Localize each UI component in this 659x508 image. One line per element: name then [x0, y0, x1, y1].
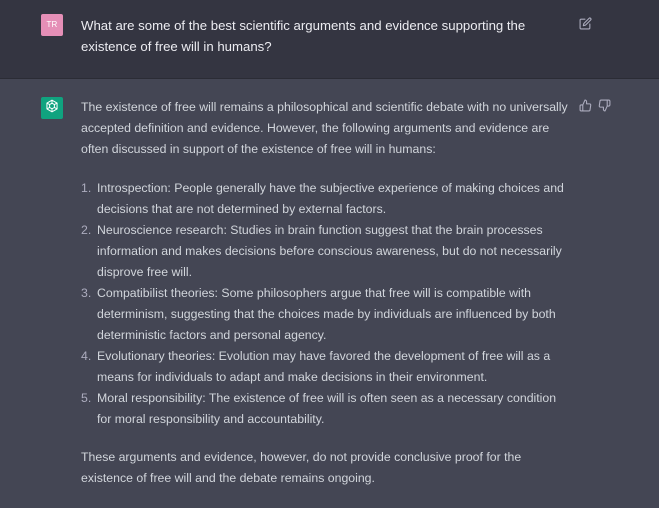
list-item	[81, 388, 571, 430]
openai-logo-icon	[44, 98, 60, 119]
answer-list	[81, 178, 571, 430]
assistant-message-text	[81, 97, 571, 489]
list-number: 1.	[81, 181, 92, 195]
list-number: 3.	[81, 286, 92, 300]
list-text: Introspection: People generally have the subjective experience of making choices and decisions that are not determined by external factors.	[97, 181, 564, 216]
list-item	[81, 178, 571, 220]
assistant-message-row	[0, 79, 659, 508]
thumbs-up-icon[interactable]	[579, 99, 592, 112]
user-avatar: TR	[41, 14, 63, 36]
list-text: Evolutionary theories: Evolution may have favored the development of free will as a means for individuals to adapt and make decisions in their environment.	[97, 349, 551, 384]
feedback-buttons	[579, 99, 611, 112]
user-message-text: What are some of the best scientific arguments and evidence supporting the existence of free will in humans?	[81, 18, 526, 54]
list-number: 5.	[81, 391, 92, 405]
list-text: Moral responsibility: The existence of free will is often seen as a necessary condition for moral responsibility and accountability.	[97, 391, 557, 426]
list-number: 4.	[81, 349, 92, 363]
answer-conclusion: These arguments and evidence, however, do not provide conclusive proof for the existence of free will and the debate remains ongoing.	[81, 450, 522, 485]
list-text: Neuroscience research: Studies in brain function suggest that the brain processes information and makes decisions before conscious awareness, but do not necessarily disprove free will.	[97, 223, 562, 279]
assistant-avatar	[41, 97, 63, 119]
list-text: Compatibilist theories: Some philosophers argue that free will is compatible with determinism, suggesting that the choices made by individuals are influenced by both deterministic factors and personal agency.	[97, 286, 556, 342]
answer-intro: The existence of free will remains a philosophical and scientific debate with no universally accepted definition and evidence. However, the following arguments and evidence are often discussed in support of the existence of free will in humans:	[81, 100, 568, 156]
edit-icon[interactable]	[579, 17, 592, 30]
thumbs-down-icon[interactable]	[598, 99, 611, 112]
list-item	[81, 346, 571, 388]
list-item	[81, 220, 571, 283]
user-message-row	[0, 0, 659, 79]
list-number: 2.	[81, 223, 92, 237]
list-item	[81, 283, 571, 346]
